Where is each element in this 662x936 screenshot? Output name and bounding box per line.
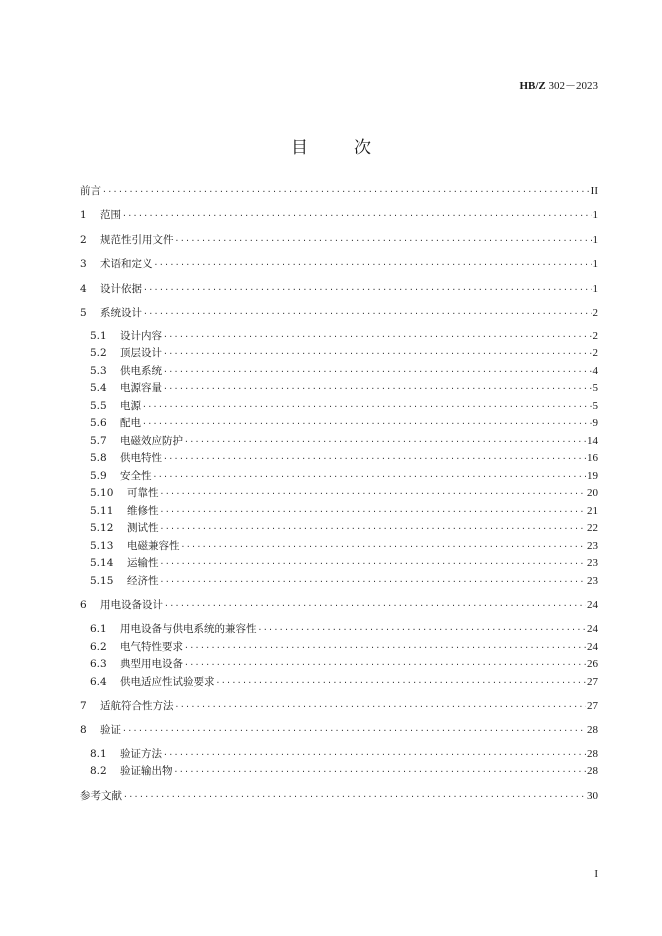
toc-entry[interactable] [90,763,598,779]
toc-leader-dots [175,699,587,715]
toc-entry-label: 验证 [100,724,121,736]
toc-entry-number: 5.11 [90,505,114,517]
toc-leader-dots [216,675,587,691]
toc-entry-number: 6.3 [90,658,107,670]
toc-entry-number: 6.1 [90,623,107,635]
toc-entry-label: 设计内容 [120,330,162,342]
toc-entry-label: 范围 [100,209,121,221]
toc-entry-label: 电源容量 [120,382,162,394]
toc-entry-label: 供电系统 [120,365,162,377]
toc-entry[interactable] [90,639,598,655]
toc-entry[interactable] [90,621,598,637]
toc-entry[interactable] [90,485,598,501]
toc-entry-number: 8.2 [90,765,107,777]
toc-entry-page: 30 [587,790,598,802]
toc-entry-label: 电气特性要求 [120,641,183,653]
toc-entry-label: 术语和定义 [100,258,153,270]
toc-leader-dots [102,184,590,200]
toc-leader-dots [160,504,587,520]
toc-leader-dots [122,723,586,739]
toc-entry-number: 5.13 [90,540,114,552]
toc-leader-dots [122,208,592,224]
document-code-prefix: HB/Z [519,80,546,92]
toc-entry-number: 5.4 [90,382,107,394]
toc-entry-page: 14 [587,435,598,447]
toc-entry-page: 1 [592,258,598,270]
toc-entry-number: 6.4 [90,676,107,688]
toc-entry-label: 测试性 [127,522,159,534]
toc-entry-number: 4 [80,283,87,295]
toc-entry-label: 可靠性 [127,487,159,499]
toc-entry-page: 28 [587,724,598,736]
toc-entry-label: 适航符合性方法 [100,700,174,712]
toc-entry[interactable] [80,698,598,714]
toc-entry-page: 24 [587,623,598,635]
toc-leader-dots [164,598,586,614]
toc-leader-dots [174,764,587,780]
toc-entry-number: 8.1 [90,748,107,760]
toc-entry[interactable] [90,503,598,519]
toc-entry[interactable] [80,788,598,804]
toc-leader-dots [184,640,586,656]
toc-entry-page: 24 [587,599,598,611]
toc-entry[interactable] [80,722,598,738]
toc-entry-number: 2 [80,234,87,246]
toc-entry-page: 16 [587,452,598,464]
toc-leader-dots [160,574,587,590]
toc-entry[interactable] [90,345,598,361]
toc-leader-dots [181,539,587,555]
toc-entry-label: 典型用电设备 [120,658,183,670]
toc-entry[interactable] [80,597,598,613]
toc-entry-number: 5.3 [90,365,107,377]
toc-entry-label: 经济性 [127,575,159,587]
toc-entry-page: 4 [592,365,598,377]
toc-entry-label: 验证方法 [120,748,162,760]
toc-entry-page: 1 [592,209,598,221]
toc-entry[interactable] [90,398,598,414]
toc-entry-page: 23 [587,540,598,552]
toc-entry-number: 5.6 [90,417,107,429]
toc-entry[interactable] [80,207,598,223]
toc-leader-dots [143,282,592,298]
toc-leader-dots [163,381,592,397]
toc-leader-dots [123,789,586,805]
toc-entry-number: 5.9 [90,470,107,482]
toc-entry[interactable] [90,555,598,571]
toc-entry-number: 6 [80,599,87,611]
toc-title-char-1: 目 [291,138,308,158]
toc-entry[interactable] [80,183,598,199]
toc-leader-dots [153,469,587,485]
toc-entry[interactable] [90,656,598,672]
toc-entry-number: 5.10 [90,487,114,499]
toc-entry-page: 28 [587,765,598,777]
toc-entry-page: 19 [587,470,598,482]
toc-entry-number: 7 [80,700,87,712]
toc-entry-number: 5.1 [90,330,107,342]
toc-entry-label: 电磁兼容性 [127,540,180,552]
toc-leader-dots [184,434,586,450]
toc-entry-page: 26 [587,658,598,670]
toc-entry-page: 28 [587,748,598,760]
toc-entry[interactable] [80,256,598,272]
toc-entry-number: 5.14 [90,557,114,569]
toc-entry-page: 5 [592,400,598,412]
toc-entry-label: 用电设备与供电系统的兼容性 [120,623,257,635]
toc-entry-page: 20 [587,487,598,499]
toc-entry-page: 2 [592,307,598,319]
toc-entry-page: 2 [592,330,598,342]
document-code-number: 302－2023 [545,80,598,92]
document-code [519,77,598,93]
toc-entry[interactable] [90,538,598,554]
toc-entry-number: 5.2 [90,347,107,359]
toc-entry-page: 27 [587,700,598,712]
toc-entry[interactable] [80,281,598,297]
toc-entry-page: 22 [587,522,598,534]
toc-entry-number: 5.5 [90,400,107,412]
toc-entry[interactable] [80,232,598,248]
toc-entry-label: 供电适应性试验要求 [120,676,215,688]
toc-entry-page: 21 [587,505,598,517]
toc-entry-label: 安全性 [120,470,152,482]
toc-entry-number: 8 [80,724,87,736]
page-number: I [594,868,598,880]
toc-entry-label: 验证输出物 [120,765,173,777]
toc-entry-number: 5.12 [90,522,114,534]
toc-entry-page: II [590,185,598,197]
toc-leader-dots [160,521,587,537]
toc-entry-label: 电磁效应防护 [120,435,183,447]
toc-entry[interactable] [90,573,598,589]
toc-entry[interactable] [90,415,598,431]
toc-leader-dots [163,747,586,763]
toc-leader-dots [163,329,592,345]
toc-entry-page: 1 [592,234,598,246]
toc-entry-number: 5.7 [90,435,107,447]
toc-leader-dots [175,233,592,249]
toc-entry-number: 5.15 [90,575,114,587]
toc-entry-label: 用电设备设计 [100,599,163,611]
toc-entry-label: 配电 [120,417,141,429]
toc-entry-label: 前言 [80,185,101,197]
toc-entry-page: 23 [587,557,598,569]
toc-entry-label: 系统设计 [100,307,142,319]
toc-entry-number: 3 [80,258,87,270]
toc-entry-number: 5 [80,307,87,319]
toc-entry-page: 9 [592,417,598,429]
toc-entry-page: 2 [592,347,598,359]
toc-leader-dots [184,657,586,673]
toc-entry-number: 6.2 [90,641,107,653]
toc-leader-dots [142,416,592,432]
toc-entry-label: 规范性引用文件 [100,234,174,246]
toc-leader-dots [160,556,587,572]
toc-leader-dots [160,486,587,502]
toc-entry-number: 1 [80,209,87,221]
toc-leader-dots [142,399,592,415]
toc-entry[interactable] [90,328,598,344]
toc-entry[interactable] [90,520,598,536]
toc-entry-page: 5 [592,382,598,394]
toc-entry-label: 维修性 [127,505,159,517]
toc-entry[interactable] [90,433,598,449]
toc-entry-label: 电源 [120,400,141,412]
toc-leader-dots [143,306,592,322]
toc-leader-dots [258,622,587,638]
toc-entry-page: 27 [587,676,598,688]
toc-leader-dots [154,257,592,273]
toc-entry-label: 供电特性 [120,452,162,464]
toc-entry[interactable] [90,674,598,690]
toc-leader-dots [163,451,586,467]
toc-entry-label: 设计依据 [100,283,142,295]
toc-entry[interactable] [90,450,598,466]
toc-entry-label: 参考文献 [80,790,122,802]
toc-entry-number: 5.8 [90,452,107,464]
toc-entry[interactable] [90,746,598,762]
toc-entry-page: 23 [587,575,598,587]
toc-title-char-2: 次 [354,138,371,158]
toc-leader-dots [163,364,592,380]
toc-entry-page: 24 [587,641,598,653]
toc-entry[interactable] [90,380,598,396]
toc-entry-page: 1 [592,283,598,295]
toc-entry[interactable] [90,363,598,379]
toc-entry[interactable] [80,305,598,321]
toc-leader-dots [163,346,592,362]
toc-entry-label: 运输性 [127,557,159,569]
toc-entry-label: 顶层设计 [120,347,162,359]
toc-title [0,133,662,158]
toc-entry[interactable] [90,468,598,484]
